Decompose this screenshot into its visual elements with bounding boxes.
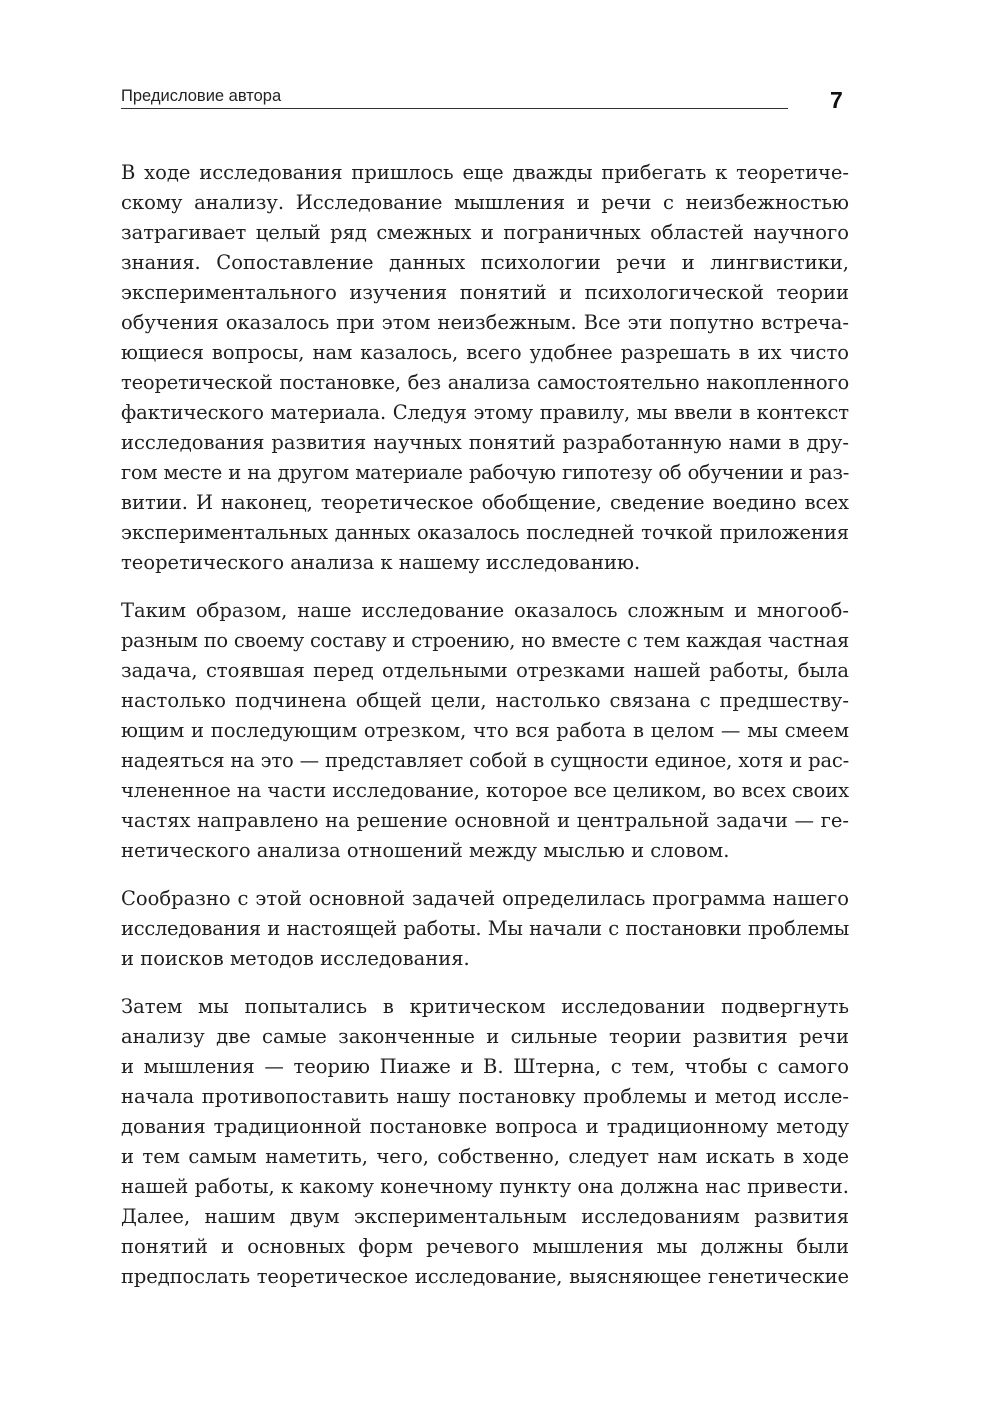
text-line: теоретической постановке, без анализа самостоятельно накопленного [121,371,849,394]
text-line: Таким образом, наше исследование оказалось сложным и многооб- [121,599,849,622]
text-line: и тем самым наметить, чего, собственно, следует нам искать в ходе [121,1145,849,1168]
paragraph [121,884,849,974]
text-line: частях направлено на решение основной и центральной задачи — ге- [121,809,849,832]
text-line: начала противопоставить нашу постановку проблемы и метод иссле- [121,1085,849,1108]
text-line: настолько подчинена общей цели, настолько связана с предшеству- [121,689,849,712]
text-line: надеяться на это — представляет собой в сущности единое, хотя и рас- [121,749,849,772]
text-line: фактического материала. Следуя этому правилу, мы ввели в контекст [121,401,849,424]
text-line: и мышления — теорию Пиаже и В. Штерна, с тем, чтобы с самого [121,1055,849,1078]
text-line: дования традиционной постановке вопроса и традиционному методу [121,1115,849,1138]
text-line: экспериментального изучения понятий и психологической теории [121,281,849,304]
running-header [121,84,788,109]
text-line: нетического анализа отношений между мыслью и словом. [121,839,730,862]
text-line: исследования развития научных понятий разработанную нами в дру- [121,431,849,454]
text-line: знания. Сопоставление данных психологии речи и лингвистики, [121,251,849,274]
page-number: 7 [830,87,843,113]
text-line: В ходе исследования пришлось еще дважды прибегать к теоретиче- [121,161,849,184]
paragraph [121,992,849,1292]
paragraph [121,596,849,866]
text-line: члененное на части исследование, которое все целиком, во всех своих [121,779,849,802]
text-line: обучения оказалось при этом неизбежным. Все эти попутно встреча- [121,311,849,334]
text-line: предпослать теоретическое исследование, выясняющее генетические [121,1265,849,1288]
text-line: ющиеся вопросы, нам казалось, всего удобнее разрешать в их чисто [121,341,849,364]
text-line: теоретического анализа к нашему исследованию. [121,551,641,574]
text-line: ющим и последующим отрезком, что вся работа в целом — мы смеем [121,719,849,742]
text-line: разным по своему составу и строению, но вместе с тем каждая частная [121,629,849,652]
text-line: задача, стоявшая перед отдельными отрезками нашей работы, была [121,659,849,682]
section-title: Предисловие автора [121,87,282,105]
text-line: скому анализу. Исследование мышления и речи с неизбежностью [121,191,849,214]
paragraph [121,158,849,578]
text-line: нашей работы, к какому конечному пункту она должна нас привести. [121,1175,849,1198]
text-line: Далее, нашим двум экспериментальным исследованиям развития [121,1205,849,1228]
text-line: витии. И наконец, теоретическое обобщение, сведение воедино всех [121,491,849,514]
body-text [121,158,849,1310]
text-line: анализу две самые законченные и сильные теории развития речи [121,1025,849,1048]
text-line: гом месте и на другом материале рабочую гипотезу об обучении и раз- [121,461,849,484]
text-line: Затем мы попытались в критическом исследовании подвергнуть [121,995,849,1018]
text-line: экспериментальных данных оказалось последней точкой приложения [121,521,849,544]
text-line: затрагивает целый ряд смежных и пограничных областей научного [121,221,849,244]
text-line: понятий и основных форм речевого мышления мы должны были [121,1235,849,1258]
text-line: Сообразно с этой основной задачей определилась программа нашего [121,887,849,910]
text-line: исследования и настоящей работы. Мы начали с постановки проблемы [121,917,849,940]
text-line: и поисков методов исследования. [121,947,470,970]
